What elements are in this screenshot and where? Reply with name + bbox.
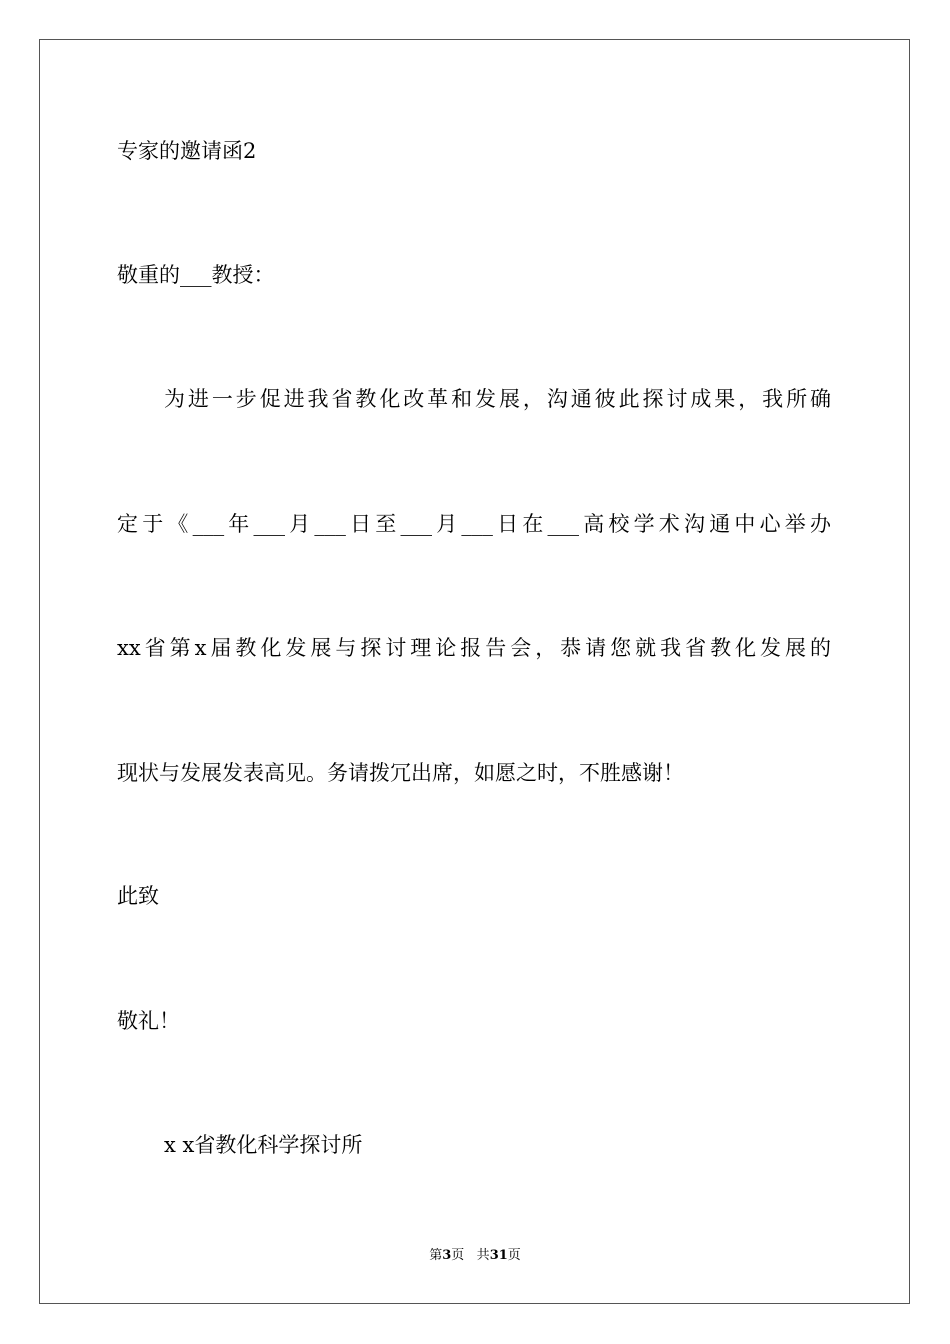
footer-total-suffix: 页 (507, 1248, 521, 1263)
body-line-1: 为进一步促进我省教化改革和发展，沟通彼此探讨成果，我所确 (164, 387, 831, 411)
closing-greeting: 此致 (117, 884, 159, 908)
footer-page-number: 3 (442, 1248, 452, 1263)
body-line-3: xx省第x届教化发展与探讨理论报告会，恭请您就我省教化发展的 (117, 636, 831, 660)
signature: x x省教化科学探讨所 (164, 1133, 363, 1157)
salutation: 敬重的___教授： (117, 263, 275, 287)
footer-page-suffix: 页 (451, 1248, 465, 1263)
footer-total-prefix: 共 (476, 1248, 490, 1263)
body-line-4: 现状与发展发表高见。务请拨冗出席，如愿之时，不胜感谢！ (117, 761, 684, 785)
closing-salute: 敬礼！ (117, 1009, 180, 1033)
page-footer (0, 1247, 950, 1265)
page-frame (39, 39, 910, 1304)
footer-total-pages: 31 (489, 1248, 508, 1263)
footer-page-prefix: 第 (429, 1248, 443, 1263)
document-title: 专家的邀请函2 (117, 139, 257, 163)
body-line-2: 定于《___年___月___日至___月___日在___高校学术沟通中心举办 (117, 512, 831, 536)
